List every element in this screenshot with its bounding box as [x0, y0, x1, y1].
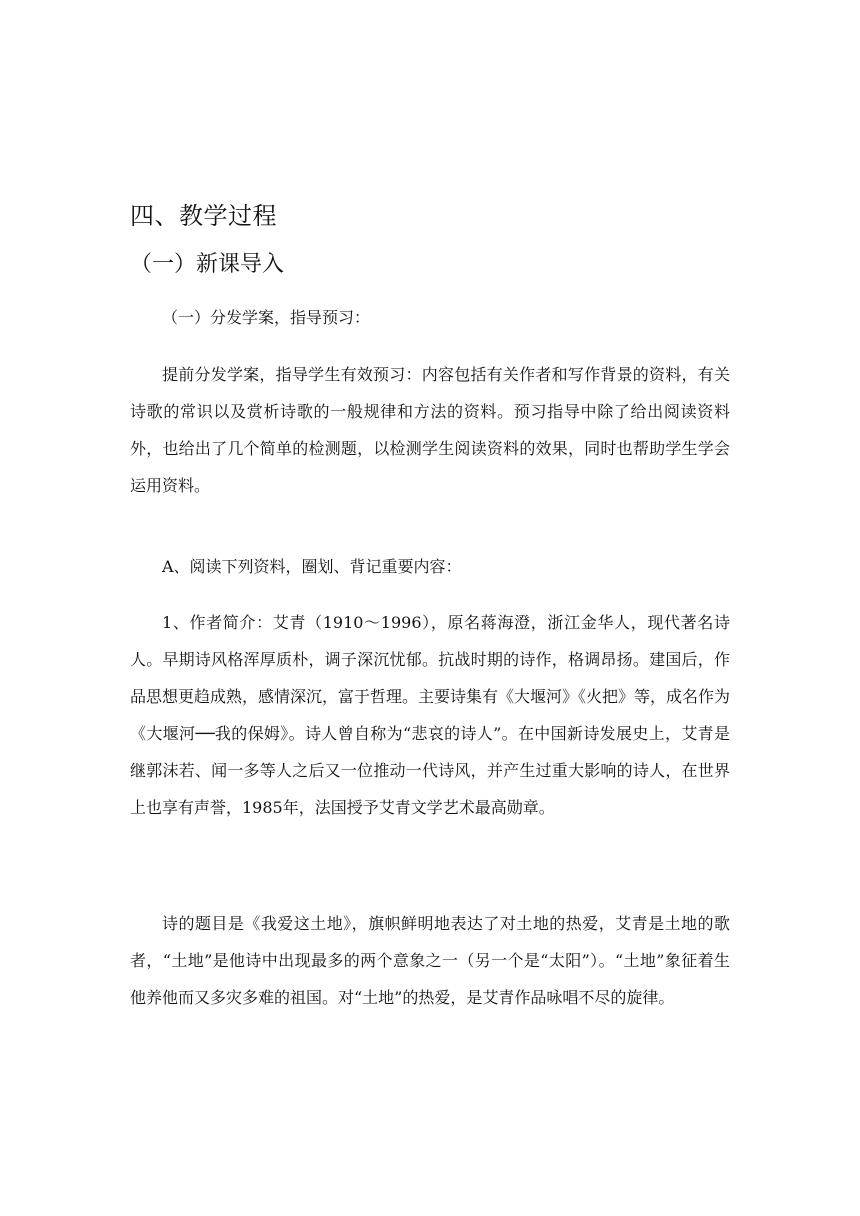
reading-task-paragraph: A、阅读下列资料，圈划、背记重要内容：	[162, 557, 462, 576]
section-subtitle: （一）新课导入	[130, 252, 285, 277]
prep-body-paragraph: 提前分发学案，指导学生有效预习：内容包括有关作者和写作背景的资料，有关诗歌的常识以及赏析诗歌的一般规律和方法的资料。预习指导中除了给出阅读资料外，也给出了几个简单的检测题，以检测学生阅读资料的效果，同时也帮助学生学会运用资料。	[130, 365, 730, 495]
section-title: 四、教学过程	[130, 202, 277, 230]
prep-heading-paragraph: （一）分发学案，指导预习：	[162, 308, 371, 327]
author-intro-paragraph: 1、作者简介：艾青（1910～1996），原名蒋海澄，浙江金华人，现代著名诗人。早期诗风格浑厚质朴，调子深沉忧郁。抗战时期的诗作，格调昂扬。建国后，作品思想更趋成熟，感情深沉，富于哲理。主要诗集有《大堰河》《火把》等，成名作为《大堰河──我的保姆》。诗人曾自称为“悲哀的诗人”。在中国新诗发展史上，艾青是继郭沫若、闻一多等人之后又一位推动一代诗风，并产生过重大影响的诗人，在世界上也享有声誉，1985年，法国授予艾青文学艺术最高勋章。	[130, 613, 731, 817]
title-analysis-paragraph: 诗的题目是《我爱这土地》，旗帜鲜明地表达了对土地的热爱，艾青是土地的歌者，“土地”是他诗中出现最多的两个意象之一（另一个是“太阳”）。“土地”象征着生他养他而又多灾多难的祖国。对“土地”的热爱，是艾青作品咏唱不尽的旋律。	[130, 914, 730, 1007]
